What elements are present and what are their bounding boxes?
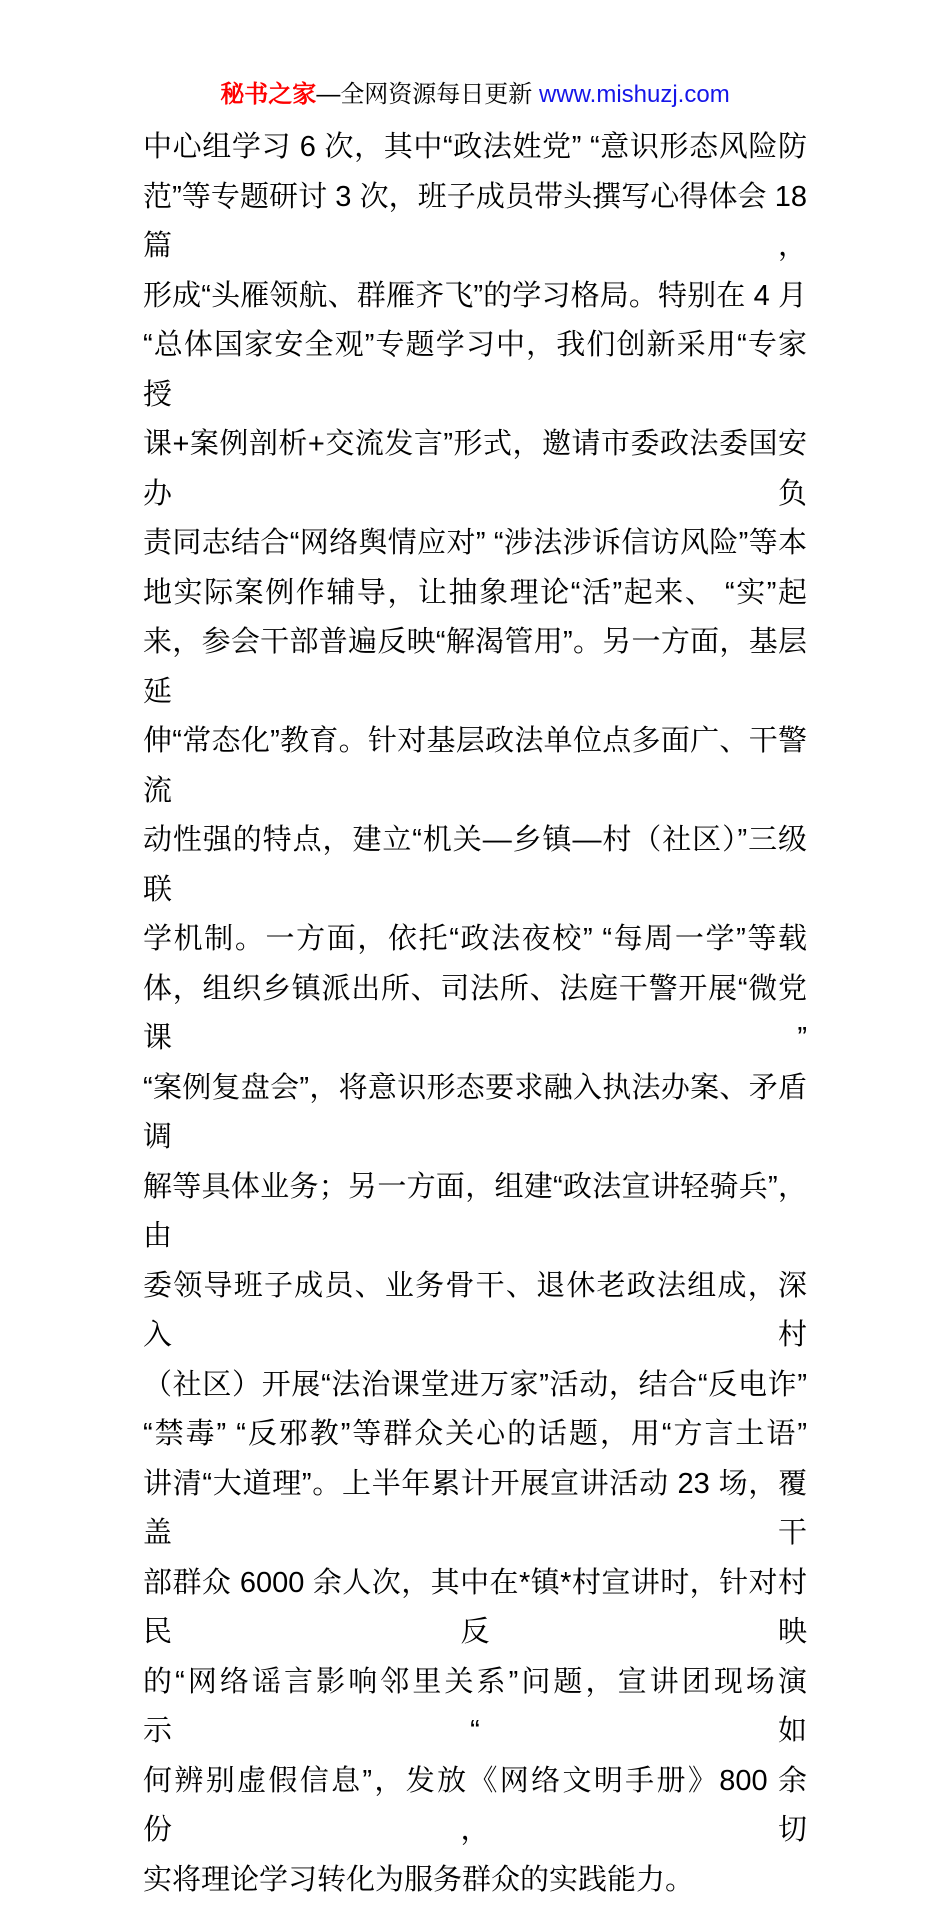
paragraph-line: 来，参会干部普遍反映“解渴管用”。另一方面，基层延 [143,618,807,717]
paragraph-line: 动性强的特点，建立“机关—乡镇—村（社区）”三级联 [143,816,807,915]
page-header [0,79,950,111]
site-url-link[interactable]: www.mishuzj.com [539,81,730,108]
paragraph-line: 课+案例剖析+交流发言”形式，邀请市委政法委国安办负 [143,420,807,519]
paragraph-line: 体，组织乡镇派出所、司法所、法庭干警开展“微党课” [143,965,807,1064]
paragraph-line: 何辨别虚假信息”，发放《网络文明手册》800 余份，切 [143,1757,807,1856]
paragraph-line: “总体国家安全观”专题学习中，我们创新采用“专家授 [143,321,807,420]
paragraph-line: 实将理论学习转化为服务群众的实践能力。 [143,1856,807,1905]
paragraph-line: 中心组学习 6 次，其中“政法姓党” “意识形态风险防 [143,123,807,173]
paragraph-line: 责同志结合“网络舆情应对” “涉法涉诉信访风险”等本 [143,519,807,569]
paragraph-line: 形成“头雁领航、群雁齐飞”的学习格局。特别在 4 月 [143,272,807,322]
paragraph-line: 解等具体业务；另一方面，组建“政法宣讲轻骑兵”，由 [143,1163,807,1262]
paragraph-line: “案例复盘会”，将意识形态要求融入执法办案、矛盾调 [143,1064,807,1163]
paragraph-line: 伸“常态化”教育。针对基层政法单位点多面广、干警流 [143,717,807,816]
paragraph-line: “禁毒” “反邪教”等群众关心的话题，用“方言土语” [143,1410,807,1460]
paragraph-line: 学机制。一方面，依托“政法夜校” “每周一学”等载 [143,915,807,965]
document-body [143,123,807,1905]
paragraph-line: 委领导班子成员、业务骨干、退休老政法组成，深入村 [143,1262,807,1361]
paragraph-line: 讲清“大道理”。上半年累计开展宣讲活动 23 场，覆盖干 [143,1460,807,1559]
paragraph-line: 地实际案例作辅导，让抽象理论“活”起来、 “实”起 [143,569,807,619]
paragraph-line: 部群众 6000 余人次，其中在*镇*村宣讲时，针对村民反映 [143,1559,807,1658]
paragraph-line: 的“网络谣言影响邻里关系”问题，宣讲团现场演示“如 [143,1658,807,1757]
header-tagline: —全网资源每日更新 [316,81,539,108]
paragraph-line: （社区）开展“法治课堂进万家”活动，结合“反电诈” [143,1361,807,1411]
paragraph-line: 范”等专题研讨 3 次，班子成员带头撰写心得体会 18 篇， [143,173,807,272]
site-name-label: 秘书之家 [220,81,316,108]
